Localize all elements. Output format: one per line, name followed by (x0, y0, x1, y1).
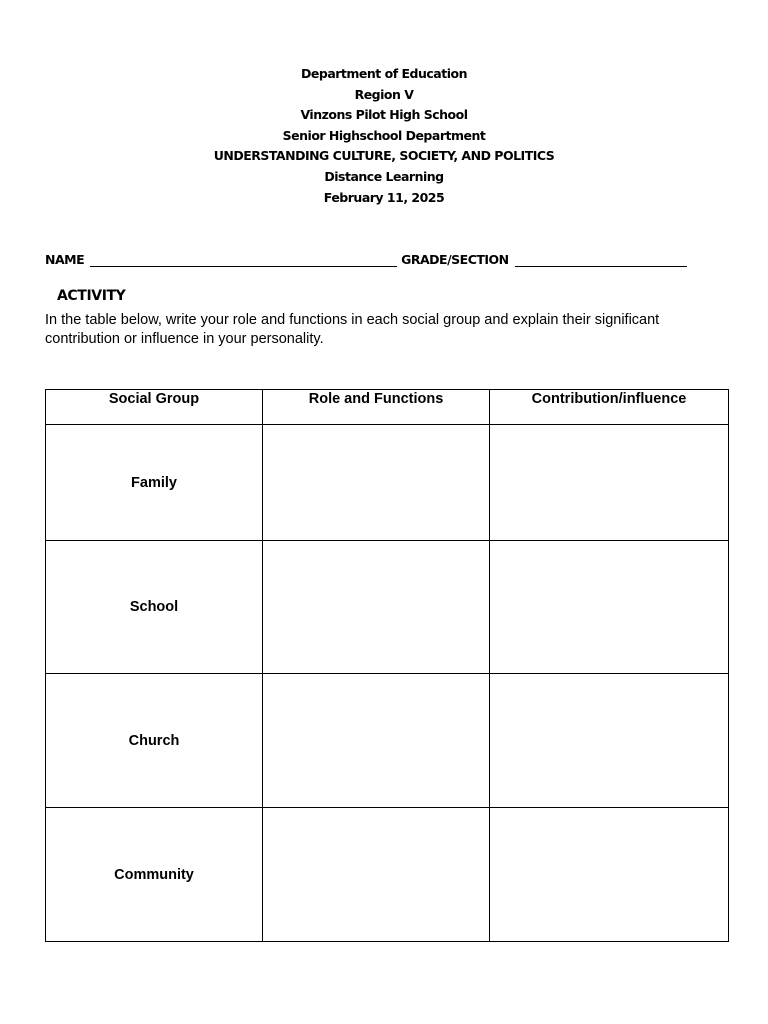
contribution-cell[interactable] (490, 808, 729, 942)
social-group-cell: Church (46, 674, 263, 808)
table-row (46, 541, 729, 674)
activity-instructions: In the table below, write your role and functions in each social group and explain their significant contribution or influence in your personality. (45, 312, 660, 347)
role-cell[interactable] (263, 541, 490, 674)
header-department: Department of Education (301, 66, 467, 81)
header-modality: Distance Learning (324, 168, 444, 184)
header-school: Vinzons Pilot High School (300, 107, 468, 123)
column-header-role-functions: Role and Functions (263, 390, 490, 425)
name-label: NAME (45, 252, 85, 267)
table-row (46, 425, 729, 541)
contribution-cell[interactable] (490, 674, 729, 808)
social-group-cell: Family (46, 425, 263, 541)
table-header-row (46, 390, 729, 425)
name-blank-field[interactable] (90, 252, 397, 267)
role-cell[interactable] (263, 674, 490, 808)
header-date: February 11, 2025 (323, 189, 445, 205)
activity-title: ACTIVITY (57, 288, 126, 304)
grade-section-blank-field[interactable] (515, 252, 687, 267)
header-subject: UNDERSTANDING CULTURE, SOCIETY, AND POLITICS (213, 148, 555, 164)
activity-table (45, 389, 729, 942)
social-group-cell: School (46, 541, 263, 674)
table-row (46, 808, 729, 942)
document-header (0, 64, 768, 208)
table-row (46, 674, 729, 808)
column-header-contribution: Contribution/influence (490, 390, 729, 425)
grade-section-label: GRADE/SECTION (401, 252, 509, 267)
contribution-cell[interactable] (490, 541, 729, 674)
header-region: Region V (354, 86, 414, 102)
column-header-social-group: Social Group (46, 390, 263, 425)
student-info-line (45, 247, 745, 267)
role-cell[interactable] (263, 425, 490, 541)
role-cell[interactable] (263, 808, 490, 942)
contribution-cell[interactable] (490, 425, 729, 541)
social-group-cell: Community (46, 808, 263, 942)
header-department-level: Senior Highschool Department (282, 127, 486, 143)
